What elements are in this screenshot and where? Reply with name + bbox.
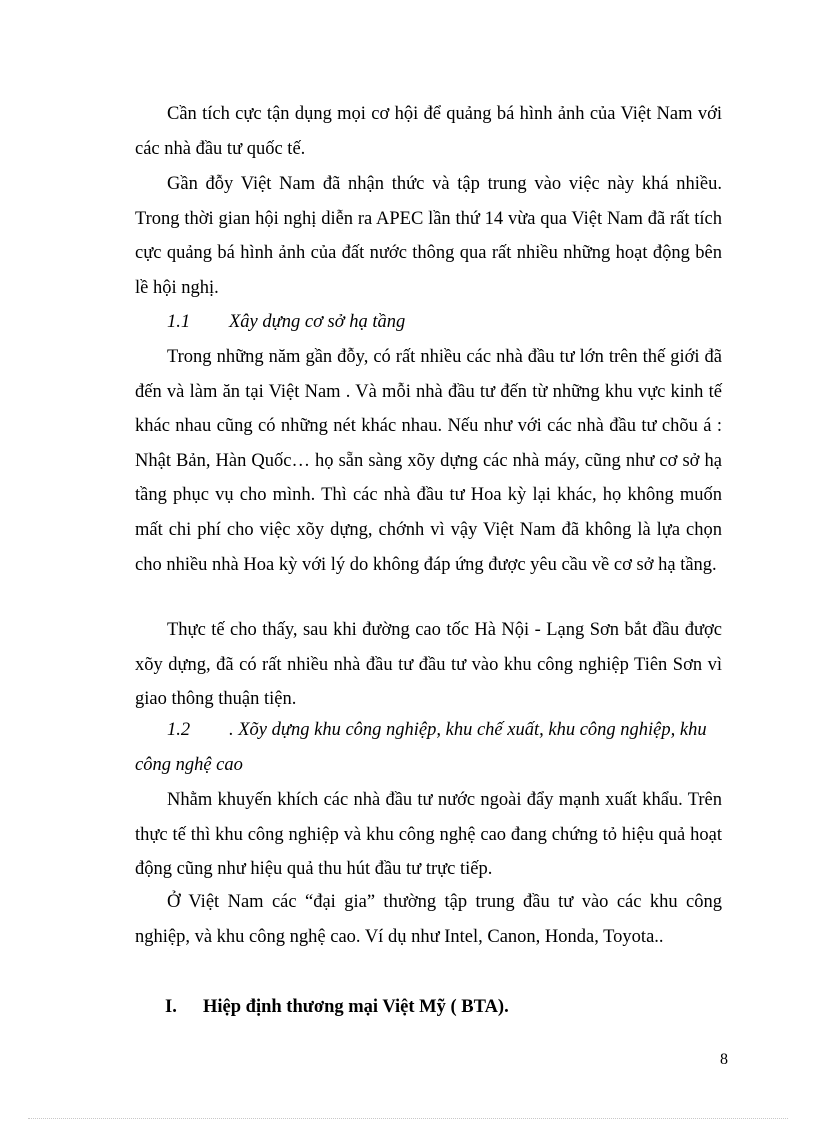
page-number: 8: [720, 1051, 728, 1068]
subheading-1-2-number: 1.2: [167, 720, 191, 740]
paragraph-apec: Gần đỗy Việt Nam đã nhận thức và tập trung vào việc này khá nhiều. Trong thời gian hội nghị diễn ra APEC lần thứ 14 vừa qua Việt Nam đã rất tích cực quảng bá hình ảnh của đất nước thông qua rất nhiều những hoạt động bên lề hội nghị.: [135, 174, 722, 298]
subheading-1-2: [135, 713, 725, 782]
paragraph-big-investors: Ở Việt Nam các “đại gia” thường tập trung đầu tư vào các khu công nghiệp, và khu công nghệ cao. Ví dụ như Intel, Canon, Honda, Toyota..: [135, 892, 722, 947]
subheading-1-1: [135, 305, 725, 340]
section-heading-text: Hiệp định thương mại Việt Mỹ ( BTA).: [203, 997, 509, 1017]
section-heading-number: I.: [165, 997, 177, 1017]
paragraph-infrastructure: Trong những năm gần đỗy, có rất nhiều các nhà đầu tư lớn trên thế giới đã đến và làm ăn tại Việt Nam . Và mỗi nhà đầu tư đến từ những khu vực kinh tế khác nhau cũng có những nét khác nhau. Nếu như với các nhà đầu tư chõu á : Nhật Bản, Hàn Quốc… họ sẵn sàng xõy dựng các nhà máy, cũng như cơ sở hạ tầng phục vụ cho mình. Thì các nhà đầu tư Hoa kỳ lại khác, họ không muốn mất chi phí cho việc xõy dựng, chớnh vì vậy Việt Nam đã không là lựa chọn cho nhiều nhà Hoa kỳ với lý do không đáp ứng được yêu cầu về cơ sở hạ tầng.: [135, 347, 722, 575]
subheading-1-1-text: Xây dựng cơ sở hạ tầng: [229, 312, 406, 332]
section-heading-bta: [165, 990, 509, 1025]
paragraph-export-zones: Nhằm khuyến khích các nhà đầu tư nước ngoài đẩy mạnh xuất khẩu. Trên thực tế thì khu công nghiệp và khu công nghệ cao đang chứng tỏ hiệu quả hoạt động cũng như hiệu quả thu hút đầu tư trực tiếp.: [135, 790, 722, 880]
subheading-1-2-text: . Xõy dựng khu công nghiệp, khu chế xuất, khu công nghiệp, khu công nghệ cao: [135, 720, 707, 775]
subheading-1-1-number: 1.1: [167, 312, 191, 332]
footer-divider: [28, 1118, 788, 1119]
paragraph-highway: Thực tế cho thấy, sau khi đường cao tốc Hà Nội - Lạng Sơn bắt đầu được xõy dựng, đã có rất nhiều nhà đầu tư đầu tư vào khu công nghiệp Tiên Sơn vì giao thông thuận tiện.: [135, 620, 722, 710]
paragraph-promote-image: Cần tích cực tận dụng mọi cơ hội để quảng bá hình ảnh của Việt Nam với các nhà đầu tư quốc tế.: [135, 104, 722, 159]
